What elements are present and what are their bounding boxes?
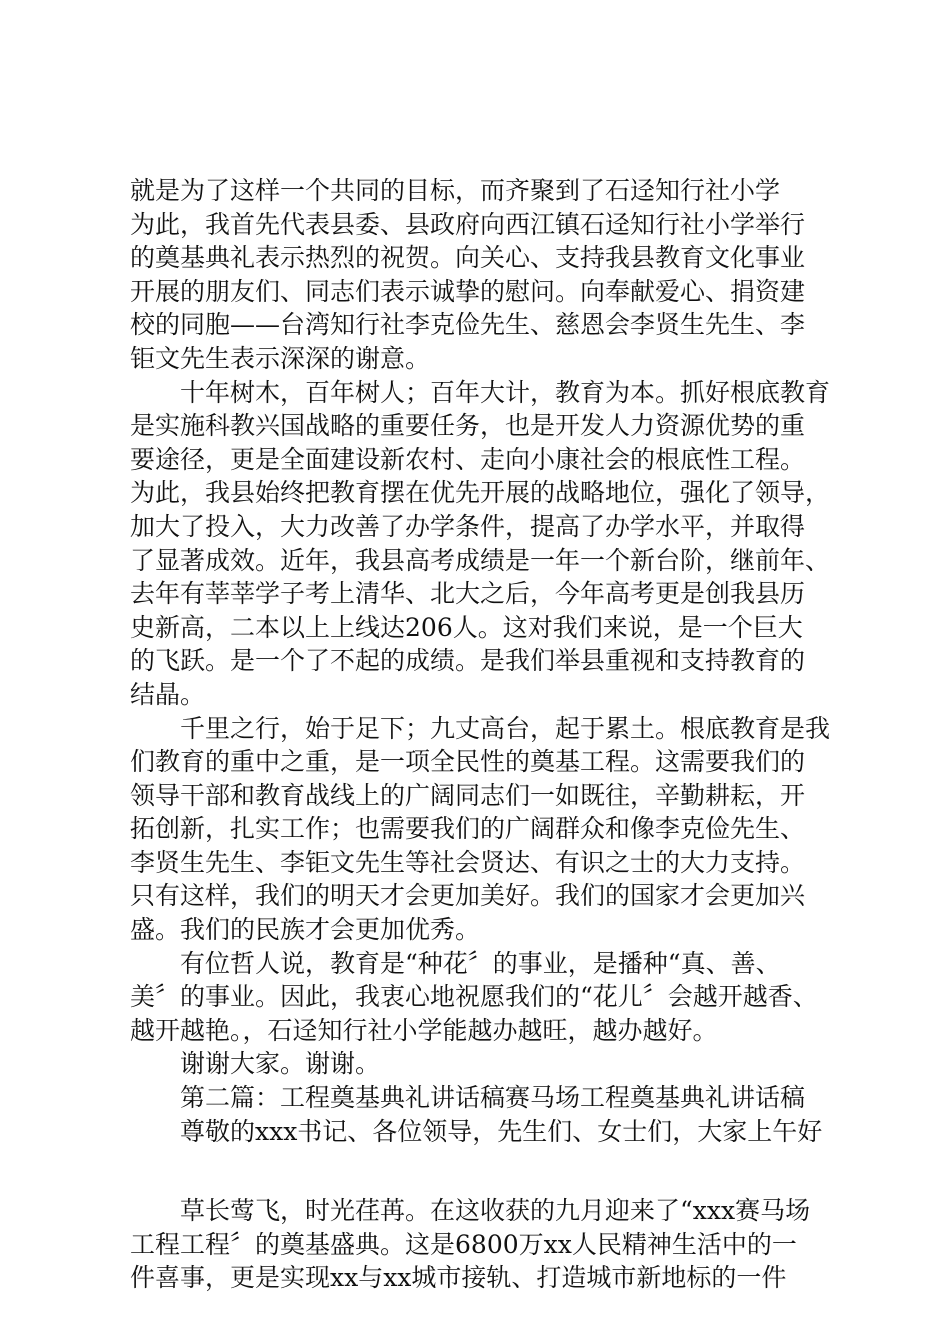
text-line: 李贤生先生、李钜文先生等社会贤达、有识之士的大力支持。 xyxy=(130,847,806,877)
text-line: 钜文先生表示深深的谢意。 xyxy=(130,343,431,373)
text-line: 只有这样，我们的明天才会更加美好。我们的国家才会更加兴 xyxy=(130,881,806,911)
paragraph-start-line: 草长莺飞，时光荏苒。在这收获的九月迎来了“xxx赛马场 xyxy=(180,1196,811,1226)
paragraph-start-line: 十年树木，百年树人；百年大计，教育为本。抓好根底教育 xyxy=(180,377,831,407)
paragraph-start-line: 谢谢大家。谢谢。 xyxy=(180,1049,381,1079)
text-line: 为此，我县始终把教育摆在优先开展的战略地位，强化了领导， xyxy=(130,478,831,508)
paragraph-gap xyxy=(130,1148,830,1194)
text-line: 结晶。 xyxy=(130,679,206,709)
text-line: 越开越艳。，石迳知行社小学能越办越旺，越办越好。 xyxy=(130,1015,718,1045)
text-line: 领导干部和教育战线上的广阔同志们一如既往，辛勤耕耘，开 xyxy=(130,780,806,810)
text-line: 要途径，更是全面建设新农村、走向小康社会的根底性工程。 xyxy=(130,444,806,474)
text-line: 为此，我首先代表县委、县政府向西江镇石迳知行社小学举行 xyxy=(130,209,806,239)
section-heading: 第二篇：工程奠基典礼讲话稿赛马场工程奠基典礼讲话稿 xyxy=(180,1083,806,1113)
text-line: 加大了投入，大力改善了办学条件，提高了办学水平，并取得 xyxy=(130,511,806,541)
text-line: 去年有莘莘学子考上清华、北大之后，今年高考更是创我县历 xyxy=(130,579,806,609)
paragraph-start-line: 有位哲人说，教育是“种花〞的事业，是播种“真、善、 xyxy=(180,948,781,978)
text-line: 史新高，二本以上上线达206人。这对我们来说，是一个巨大 xyxy=(130,612,803,642)
text-line: 开展的朋友们、同志们表示诚挚的慰问。向奉献爱心、捐资建 xyxy=(130,276,806,306)
text-line: 校的同胞——台湾知行社李克俭先生、慈恩会李贤生先生、李 xyxy=(130,310,806,340)
salutation-line: 尊敬的xxx书记、各位领导，先生们、女士们，大家上午好 xyxy=(180,1116,823,1146)
paragraph-start-line: 千里之行，始于足下；九丈高台，起于累土。根底教育是我 xyxy=(180,713,831,743)
text-line: 的奠基典礼表示热烈的祝贺。向关心、支持我县教育文化事业 xyxy=(130,243,806,273)
text-line: 是实施科教兴国战略的重要任务，也是开发人力资源优势的重 xyxy=(130,411,806,441)
document-body xyxy=(130,174,830,1295)
text-line: 们教育的重中之重，是一项全民性的奠基工程。这需要我们的 xyxy=(130,747,806,777)
text-line: 盛。我们的民族才会更加优秀。 xyxy=(130,915,481,945)
text-line: 美〞的事业。因此，我衷心地祝愿我们的“花儿〞会越开越香、 xyxy=(130,982,818,1012)
text-line: 件喜事，更是实现xx与xx城市接轨、打造城市新地标的一件 xyxy=(130,1263,787,1293)
text-line: 拓创新，扎实工作；也需要我们的广阔群众和像李克俭先生、 xyxy=(130,814,806,844)
text-line: 的飞跃。是一个了不起的成绩。是我们举县重视和支持教育的 xyxy=(130,646,806,676)
text-line: 就是为了这样一个共同的目标，而齐聚到了石迳知行社小学 xyxy=(130,176,781,205)
text-line: 工程工程〞的奠基盛典。这是6800万xx人民精神生活中的一 xyxy=(130,1229,797,1259)
text-line: 了显著成效。近年，我县高考成绩是一年一个新台阶，继前年、 xyxy=(130,545,831,575)
